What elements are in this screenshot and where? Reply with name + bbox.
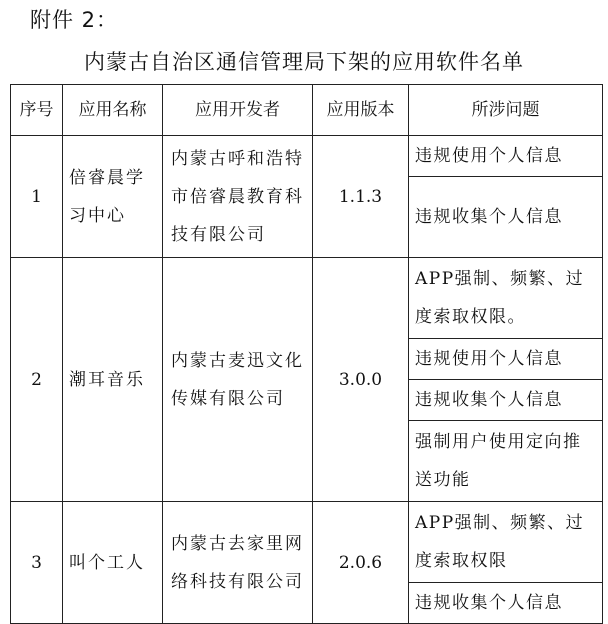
app-version: 2.0.6 <box>313 502 409 624</box>
table-row <box>11 258 603 339</box>
app-version: 1.1.3 <box>313 136 409 258</box>
header-issues: 所涉问题 <box>409 85 603 136</box>
issue-item: APP强制、频繁、过度索取权限。 <box>409 258 603 339</box>
attachment-label: 附件 2： <box>30 8 119 32</box>
issue-item: 强制用户使用定向推送功能 <box>409 421 603 502</box>
app-name: 叫个工人 <box>63 502 163 624</box>
issue-item: 违规使用个人信息 <box>409 136 603 177</box>
row-no: 2 <box>11 258 63 502</box>
document-title: 内蒙古自治区通信管理局下架的应用软件名单 <box>84 50 524 74</box>
issue-item: 违规使用个人信息 <box>409 339 603 380</box>
issue-item: 违规收集个人信息 <box>409 380 603 421</box>
app-developer: 内蒙古去家里网络科技有限公司 <box>163 502 313 624</box>
issue-item: 违规收集个人信息 <box>409 583 603 624</box>
app-name: 倍睿晨学习中心 <box>63 136 163 258</box>
header-row <box>11 85 603 136</box>
row-no: 3 <box>11 502 63 624</box>
app-name: 潮耳音乐 <box>63 258 163 502</box>
header-developer: 应用开发者 <box>163 85 313 136</box>
row-no: 1 <box>11 136 63 258</box>
header-version: 应用版本 <box>313 85 409 136</box>
table-row <box>11 502 603 583</box>
app-version: 3.0.0 <box>313 258 409 502</box>
app-developer: 内蒙古呼和浩特市倍睿晨教育科技有限公司 <box>163 136 313 258</box>
issue-item: APP强制、频繁、过度索取权限 <box>409 502 603 583</box>
app-developer: 内蒙古麦迅文化传媒有限公司 <box>163 258 313 502</box>
header-no: 序号 <box>11 85 63 136</box>
header-app-name: 应用名称 <box>63 85 163 136</box>
app-list-table <box>10 84 603 624</box>
issue-item: 违规收集个人信息 <box>409 177 603 258</box>
table-row <box>11 136 603 177</box>
